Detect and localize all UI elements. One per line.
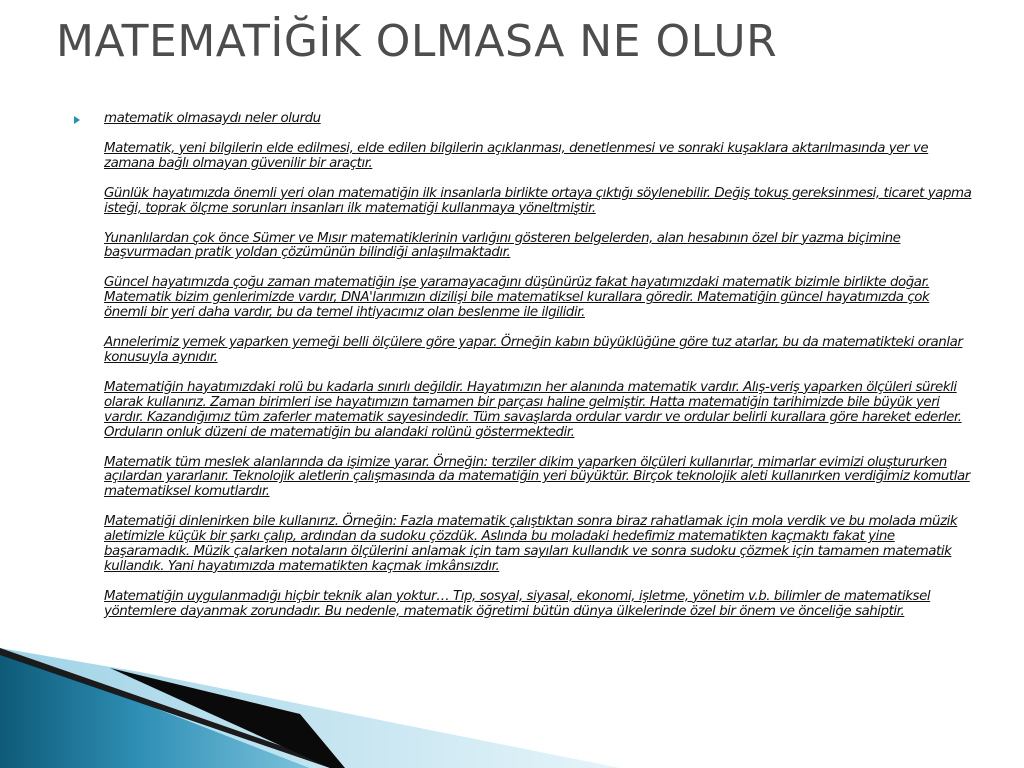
paragraph-2: Günlük hayatımızda önemli yeri olan matematiğin ilk insanlarla birlikte ortaya çıktığı söylenebilir. Değiş tokuş gereksinmesi, ticaret yapma isteği, toprak ölçme sorunları insanları ilk matematiği kullanmaya yöneltmiştir. <box>104 185 972 216</box>
paragraph-8: Matematiği dinlenirken bile kullanırız. Örneğin: Fazla matematik çalıştıktan sonra biraz rahatlamak için mola verdik ve bu molada müzik aletimizle küçük bir şarkı çalıp, ardından da sudoku çözdük. Aslında bu moladaki hedefimiz matematikten kaçmaktı fakat yine başaramadık. Müzik çalarken notaların ölçülerini anlamak için tam sayıları kullandık ve sonra sudoku çözmek için tamamen matematik kullandık. Yani hayatımızda matematikten kaçmak imkânsızdır. <box>104 514 958 574</box>
slide-title: MATEMATİĞİK OLMASA NE OLUR <box>56 16 778 67</box>
triangle-bullet-icon <box>74 116 80 124</box>
paragraph-1: Matematik, yeni bilgilerin elde edilmesi, elde edilen bilgilerin açıklanması, denetlenmesi ve sonraki kuşaklara aktarılmasında yer ve zamana bağlı olmayan güvenilir bir araçtır. <box>104 140 929 171</box>
paragraph-7: Matematik tüm meslek alanlarında da işimize yarar. Örneğin: terziler dikim yaparken ölçüleri kullanırlar, mimarlar evimizi oluştururken açılardan yararlanır. Teknolojik aletlerin çalışmasında da matematiğin yeri büyüktür. Birçok teknolojik aleti kullanırken verdiğimiz komutlar matematiksel komutlardır. <box>104 454 970 500</box>
paragraph-3: Yunanlılardan çok önce Sümer ve Mısır matematiklerinin varlığını gösteren belgelerden, alan hesabının özel bir yazma biçimine başvurmadan pratik yoldan çözümünün bilindiği anlaşılmaktadır. <box>104 230 901 261</box>
paragraph-5: Annelerimiz yemek yaparken yemeği belli ölçülere göre yapar. Örneğin kabın büyüklüğüne göre tuz atarlar, bu da matematikteki oranlar konusuyla aynıdır. <box>104 335 963 365</box>
bullet-heading: matematik olmasaydı neler olurdu <box>104 111 321 126</box>
slide-body <box>104 112 972 635</box>
paragraph-9: Matematiğin uygulanmadığı hiçbir teknik alan yoktur… Tıp, sosyal, siyasal, ekonomi, işletme, yönetim v.b. bilimler de matematiksel yöntemlere dayanmak zorundadır. Bu nedenle, matematik öğretimi bütün dünya ülkelerinde özel bir önem ve önceliğe sahiptir. <box>104 588 931 619</box>
decorative-wave-graphic <box>0 638 620 768</box>
paragraph-6: Matematiğin hayatımızdaki rolü bu kadarla sınırlı değildir. Hayatımızın her alanında matematik vardır. Alış-veriş yaparken ölçüleri sürekli olarak kullanırız. Zaman birimleri ise hayatımızın tamamen bir parçası haline gelmiştir. Hatta matematiğin tarihimizde bile büyük yeri vardır. Kazandığımız tüm zaferler matematik sayesindedir. Tüm savaşlarda ordular vardır ve ordular belirli kurallara göre hareket ederler. Orduların onluk düzeni de matematiğin bu alandaki rolünü göstermektedir. <box>104 379 962 440</box>
paragraph-4: Güncel hayatımızda çoğu zaman matematiğin işe yaramayacağını düşünürüz fakat hayatımızdaki matematik bizimle birlikte doğar. Matematik bizim genlerimizde vardır, DNA'larımızın dizilişi bile matematiksel kurallara göredir. Matematiğin güncel hayatımızda çok önemli bir yeri daha vardır, bu da temel ihtiyacımız olan beslenme ile ilgilidir. <box>104 275 930 321</box>
